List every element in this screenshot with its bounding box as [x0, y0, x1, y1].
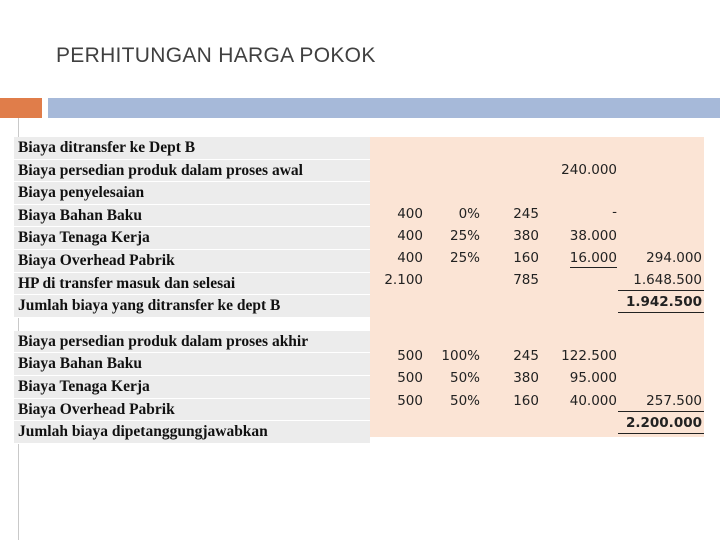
hp-units-value: 2.100 [384, 272, 423, 288]
bop-total-value: 16.000 [569, 250, 617, 266]
label-row: Biaya persedian produk dalam proses awal [14, 160, 370, 183]
label-row: HP di transfer masuk dan selesai [14, 273, 370, 296]
label-row: Biaya ditransfer ke Dept B [14, 137, 370, 160]
label-column [14, 137, 370, 444]
tk-units-value: 400 [397, 228, 423, 244]
akhir-bop-cost-value: 160 [513, 393, 539, 409]
akhir-bb-total-value: 122.500 [561, 348, 617, 364]
tk-total-value: 38.000 [569, 228, 617, 244]
bop-units-value: 400 [397, 250, 423, 266]
akhir-bb-pct-value: 100% [441, 348, 480, 364]
tk-cost-value: 380 [513, 228, 539, 244]
total-rule [618, 312, 704, 313]
label-gap [14, 318, 370, 331]
transfer-total-value: 1.942.500 [625, 294, 702, 310]
hp-cost-value: 785 [513, 272, 539, 288]
akhir-bb-units-value: 500 [397, 348, 423, 364]
grand-total-rule [618, 433, 704, 434]
grand-total-value: 2.200.000 [625, 415, 702, 431]
hp-total-value: 1.648.500 [633, 272, 702, 288]
bop-pct-value: 25% [449, 250, 480, 266]
akhir-sum-rule [618, 411, 704, 412]
label-row: Biaya Overhead Pabrik [14, 250, 370, 273]
akhir-tk-pct-value: 50% [449, 370, 480, 386]
bb-pct-value: 0% [458, 206, 480, 222]
akhir-bb-cost-value: 245 [513, 348, 539, 364]
label-row: Jumlah biaya dipetanggungjawabkan [14, 421, 370, 444]
page-title: PERHITUNGAN HARGA POKOK [56, 44, 376, 67]
akhir-sum-value: 257.500 [646, 393, 702, 409]
penyelesaian-sum-value: 294.000 [646, 250, 702, 266]
label-row: Biaya Bahan Baku [14, 353, 370, 376]
label-row: Biaya Tenaga Kerja [14, 376, 370, 399]
akhir-bop-units-value: 500 [397, 393, 423, 409]
akhir-bop-total-value: 40.000 [569, 393, 617, 409]
akhir-tk-total-value: 95.000 [569, 370, 617, 386]
label-row: Biaya persedian produk dalam proses akhir [14, 331, 370, 354]
akhir-tk-cost-value: 380 [513, 370, 539, 386]
bop-cost-value: 160 [513, 250, 539, 266]
bb-cost-value: 245 [513, 206, 539, 222]
bb-units-value: 400 [397, 206, 423, 222]
subtotal-rule [618, 290, 704, 291]
label-row: Biaya penyelesaian [14, 182, 370, 205]
awal-total-value: 240.000 [561, 162, 617, 178]
label-row: Biaya Bahan Baku [14, 205, 370, 228]
akhir-tk-units-value: 500 [397, 370, 423, 386]
label-row: Biaya Overhead Pabrik [14, 399, 370, 422]
label-row: Jumlah biaya yang ditransfer ke dept B [14, 295, 370, 318]
accent-bar-orange [0, 98, 42, 118]
akhir-bop-pct-value: 50% [449, 393, 480, 409]
bb-total-value: - [612, 204, 617, 220]
label-row: Biaya Tenaga Kerja [14, 227, 370, 250]
tk-pct-value: 25% [449, 228, 480, 244]
accent-bar-blue [48, 98, 720, 118]
